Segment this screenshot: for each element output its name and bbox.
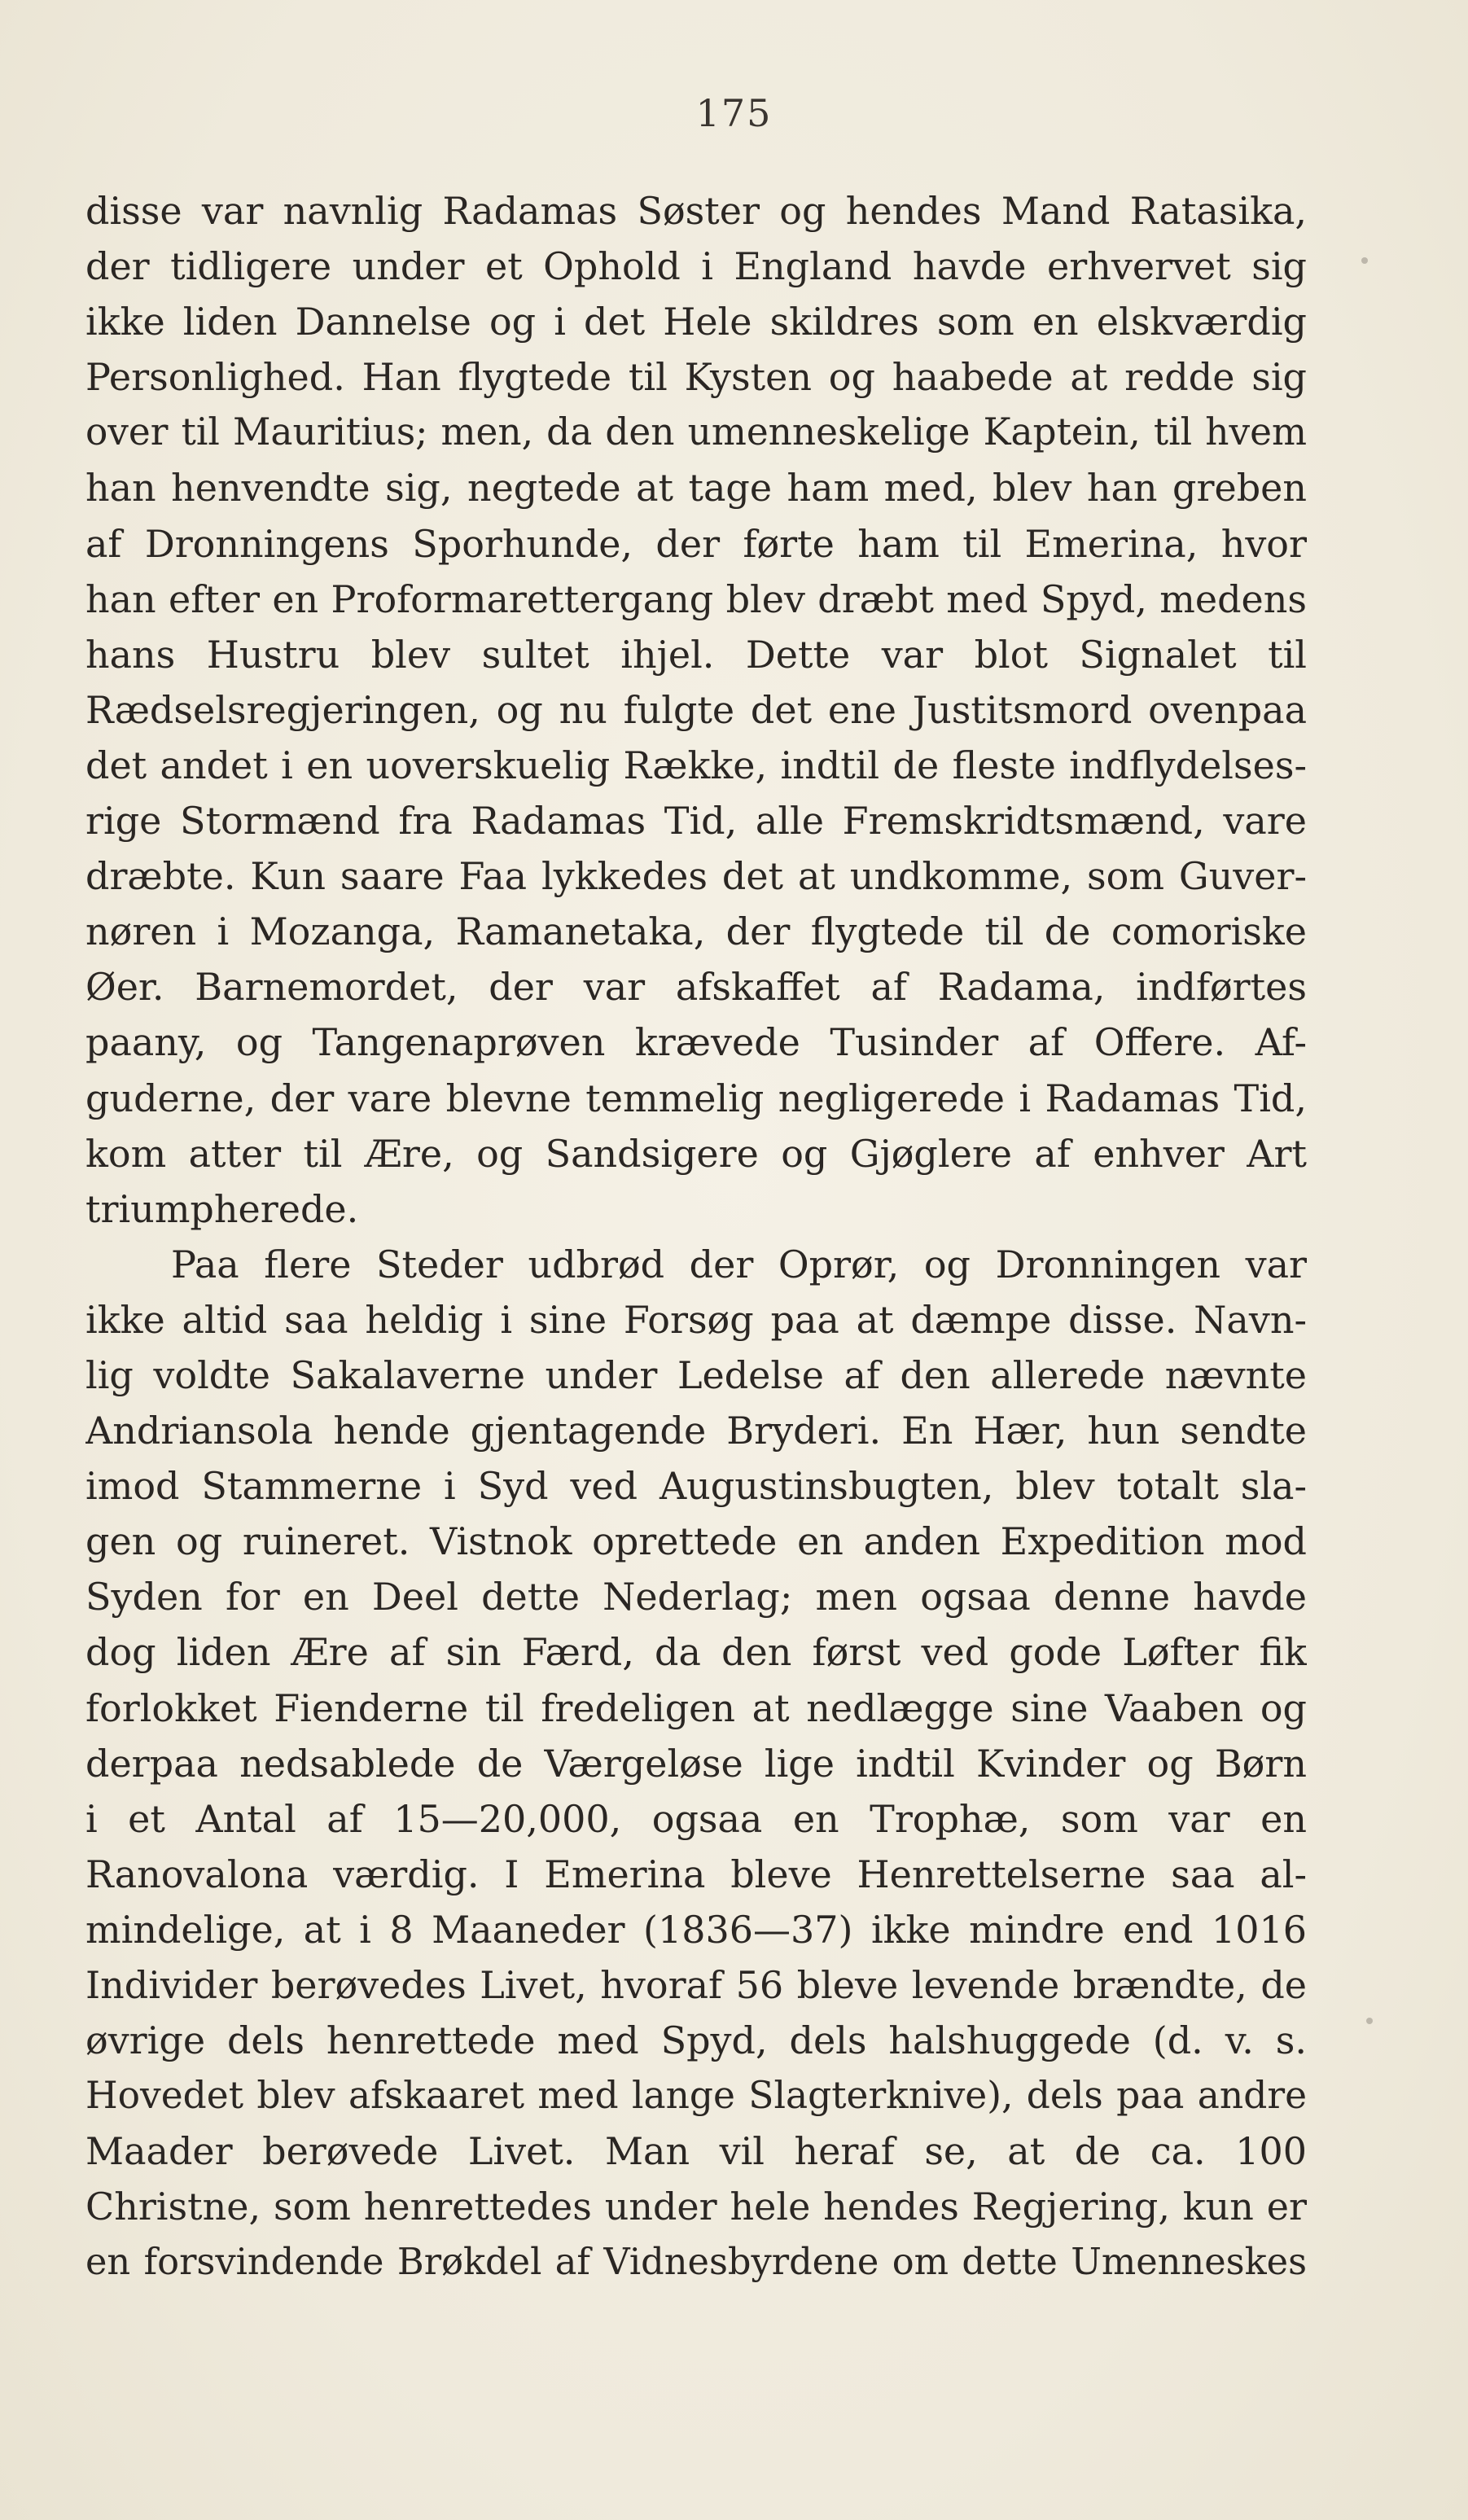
paragraph-1 [85,183,1307,1237]
text-line: Individer berøvedes Livet, hvoraf 56 bleve levende brændte, de [85,1963,1307,2007]
text-line: Personlighed. Han flygtede til Kysten og haabede at redde sig [85,355,1307,400]
text-line: han efter en Proformarettergang blev dræbt med Spyd, medens [85,576,1307,621]
text-line: disse var navnlig Radamas Søster og hendes Mand Ratasika, [85,189,1307,233]
text-line: han henvendte sig, negtede at tage ham med, blev han greben [85,466,1307,511]
paper-speck [1366,2018,1373,2024]
text-line: der tidligere under et Ophold i England havde erhvervet sig [85,244,1307,289]
page-number: 175 [695,91,773,135]
text-line: en forsvindende Brøkdel af Vidnesbyrdene om dette Umenneskes [85,2241,1307,2284]
text-line: det andet i en uoverskuelig Række, indtil de fleste indflydelses- [85,743,1307,787]
text-line: hans Hustru blev sultet ihjel. Dette var blot Signalet til [85,632,1307,677]
text-line: triumpherede. [85,1186,359,1231]
text-line: Ranovalona værdig. I Emerina bleve Henrettelserne saa al- [85,1852,1307,1896]
text-line: guderne, der vare blevne temmelig negligerede i Radamas Tid, [85,1076,1307,1120]
text-line: Rædselsregjeringen, og nu fulgte det ene Justitsmord ovenpaa [85,687,1307,732]
text-line: lig voldte Sakalaverne under Ledelse af den allerede nævnte [85,1352,1307,1397]
text-line: Maader berøvede Livet. Man vil heraf se, at de ca. 100 [85,2129,1307,2174]
text-line: Syden for en Deel dette Nederlag; men ogsaa denne havde [85,1575,1307,1619]
text-line: Øer. Barnemordet, der var afskaffet af Radama, indførtes [85,965,1307,1010]
text-line: forlokket Fienderne til fredeligen at nedlægge sine Vaaben og [85,1685,1307,1730]
paper-speck [1361,257,1368,264]
text-line: dog liden Ære af sin Færd, da den først ved gode Løfter fik [85,1630,1307,1675]
text-line: imod Stammerne i Syd ved Augustinsbugten, blev totalt sla- [85,1464,1307,1509]
text-line: af Dronningens Sporhunde, der førte ham til Emerina, hvor [85,521,1307,566]
text-line: gen og ruineret. Vistnok oprettede en anden Expedition mod [85,1519,1307,1564]
text-line: i et Antal af 15—20,000, ogsaa en Trophæ, som var en [85,1796,1307,1841]
text-line: Christne, som henrettedes under hele hendes Regjering, kun er [85,2185,1307,2229]
text-line: ikke altid saa heldig i sine Forsøg paa at dæmpe disse. Navn- [85,1297,1307,1342]
text-line: mindelige, at i 8 Maaneder (1836—37) ikke mindre end 1016 [85,1907,1307,1952]
text-line: Andriansola hende gjentagende Bryderi. En Hær, hun sendte [85,1409,1307,1453]
text-line: Hovedet blev afskaaret med lange Slagterknive), dels paa andre [85,2074,1307,2118]
text-line: ikke liden Dannelse og i det Hele skildres som en elskværdig [85,300,1307,344]
text-line: rige Stormænd fra Radamas Tid, alle Fremskridtsmænd, vare [85,799,1307,844]
text-line: paany, og Tangenaprøven krævede Tusinder af Offere. Af- [85,1020,1307,1065]
body-text [85,183,1307,2290]
text-line: dræbte. Kun saare Faa lykkedes det at undkomme, som Guver- [85,854,1307,899]
text-line: derpaa nedsablede de Værgeløse lige indtil Kvinder og Børn [85,1741,1307,1786]
text-line: øvrige dels henrettede med Spyd, dels halshuggede (d. v. s. [85,2018,1307,2063]
text-line: over til Mauritius; men, da den umenneskelige Kaptein, til hvem [85,410,1307,454]
text-line: Paa flere Steder udbrød der Oprør, og Dronningen var [171,1242,1307,1286]
text-line: nøren i Mozanga, Ramanetaka, der flygtede til de comoriske [85,909,1307,954]
text-line: kom atter til Ære, og Sandsigere og Gjøglere af enhver Art [85,1131,1307,1176]
paragraph-2 [85,1237,1307,2290]
